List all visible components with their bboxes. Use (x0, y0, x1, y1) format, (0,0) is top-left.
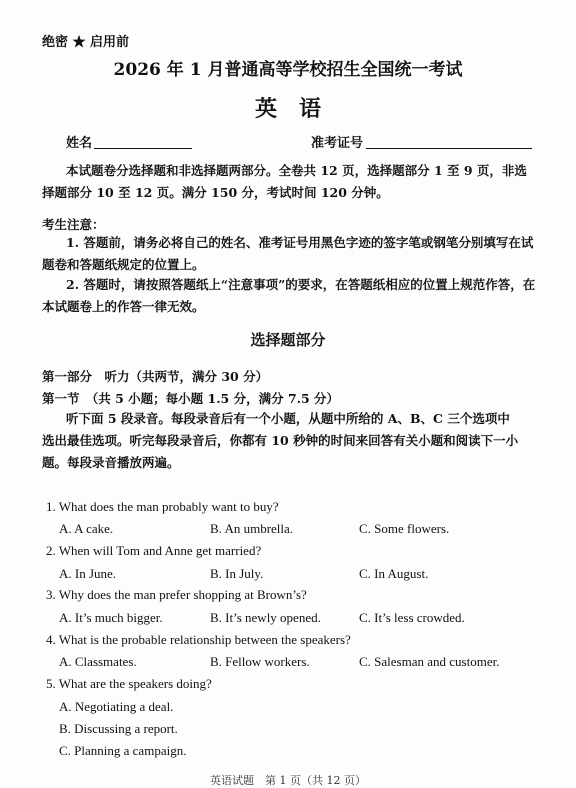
intro-paragraph: 本试题卷分选择题和非选择题两部分。全卷共 12 页，选择题部分 1 至 9 页，非选择题部分 10 至 12 页。满分 150 分，考试时间 120 分钟。 (42, 163, 527, 200)
option-b: B. An umbrella. (210, 521, 294, 536)
option-b: B. It’s newly opened. (210, 610, 321, 625)
note-item: 1. 答题前，请务必将自己的姓名、准考证号用黑色字迹的签字笔或钢笔分别填写在试题卷和答题纸规定的位置上。 (42, 235, 534, 272)
question-stem: 2. When will Tom and Anne get married? (46, 543, 262, 558)
option-c: C. Some flowers. (359, 521, 450, 536)
question-stem: 5. What are the speakers doing? (46, 676, 212, 691)
question-stem: 3. Why does the man prefer shopping at Brown’s? (46, 587, 307, 602)
option-b: B. In July. (210, 566, 264, 581)
name-blank (94, 148, 192, 149)
exam-title: 2026 年 1 月普通高等学校招生全国统一考试 (113, 60, 463, 80)
option-c: C. It’s less crowded. (359, 610, 465, 625)
confidential-label: 绝密 ★ 启用前 (42, 35, 130, 50)
option-b: B. Discussing a report. (59, 721, 178, 736)
page-footer: 英语试题 第 1 页（共 12 页） (210, 774, 366, 787)
option-b: B. Fellow workers. (210, 654, 310, 669)
option-c: C. Planning a campaign. (59, 743, 187, 758)
option-c: C. Salesman and customer. (359, 654, 500, 669)
name-label: 姓名 (66, 136, 93, 151)
exam-id-label: 准考证号 (311, 136, 364, 151)
section-heading: 第一节 （共 5 小题；每小题 1.5 分，满分 7.5 分） (42, 391, 340, 406)
question-stem: 4. What is the probable relationship between the speakers? (46, 632, 351, 647)
option-c: C. In August. (359, 566, 429, 581)
listening-instructions: 听下面 5 段录音。每段录音后有一个小题，从题中所给的 A、B、C 三个选项中选出最佳选项。听完每段录音后，你都有 10 秒钟的时间来回答有关小题和阅读下一小题。每段录音播放两遍。 (42, 411, 519, 470)
option-a: A. A cake. (59, 521, 114, 536)
note-item: 2. 答题时，请按照答题纸上“注意事项”的要求，在答题纸相应的位置上规范作答，在本试题卷上的作答一律无效。 (42, 277, 536, 314)
option-a: A. Classmates. (59, 654, 137, 669)
part-heading: 第一部分 听力（共两节，满分 30 分） (42, 369, 269, 384)
option-a: A. Negotiating a deal. (59, 699, 174, 714)
section-title: 选择题部分 (250, 331, 326, 349)
option-a: A. In June. (59, 566, 117, 581)
subject-title: 英语 (254, 96, 343, 122)
question-stem: 1. What does the man probably want to buy? (46, 499, 279, 514)
notes-title: 考生注意： (42, 217, 105, 232)
exam-id-blank (366, 148, 532, 149)
option-a: A. It’s much bigger. (59, 610, 163, 625)
